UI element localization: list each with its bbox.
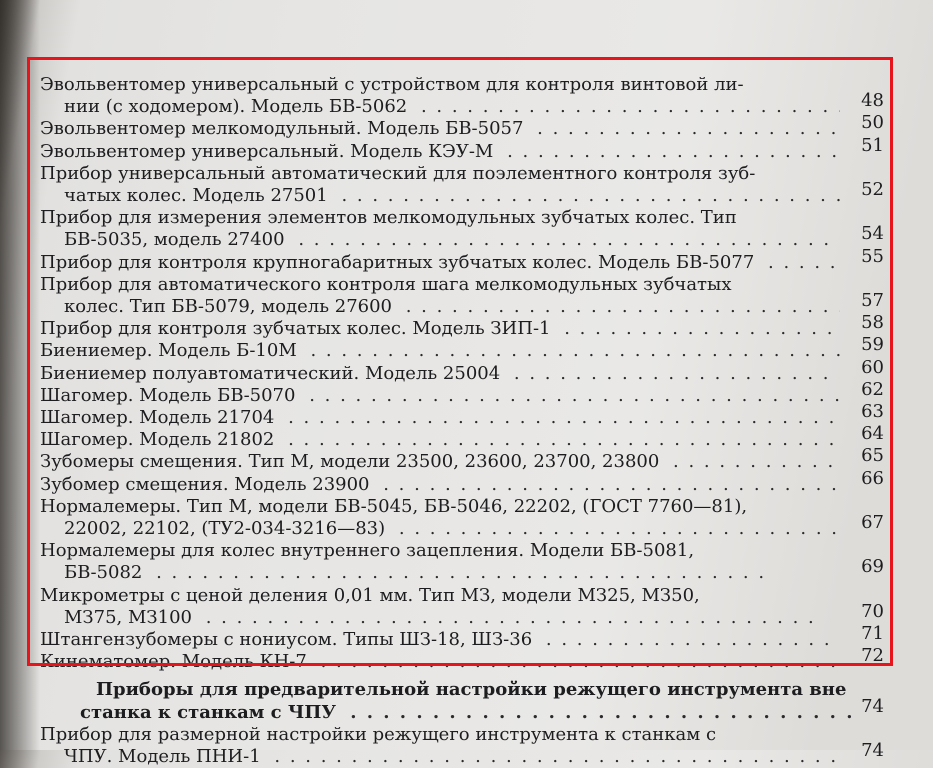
toc-entry-line-text: Прибор универсальный автоматический для поэлементного контроля зуб- xyxy=(40,162,756,184)
toc-entry-line-text: Шагомер. Модель БВ-5070 xyxy=(40,384,296,406)
toc-entry-line-text: колес. Тип БВ-5079, модель 27600 xyxy=(64,296,392,317)
toc-entry-line xyxy=(40,385,840,407)
toc-entry-line-text: Микрометры с ценой деления 0,01 мм. Тип МЗ, модели МЗ25, МЗ50, xyxy=(40,584,700,606)
toc-entry-line-text: Шагомер. Модель 21704 xyxy=(40,407,275,428)
toc-entry-line xyxy=(40,496,840,518)
toc-entry-line xyxy=(40,207,840,229)
page-number: 58 xyxy=(861,312,884,334)
toc-entry-line xyxy=(40,585,840,607)
section-heading-line xyxy=(80,702,856,724)
toc-entry-line-text: Прибор для автоматического контроля шага мелкомодульных зубчатых xyxy=(40,273,732,295)
toc-entry-line xyxy=(64,746,840,768)
page-number: 67 xyxy=(861,512,884,533)
toc-entry-line xyxy=(40,451,840,473)
toc-entry-line-text: Эвольвентомер мелкомодульный. Модель БВ-5057 xyxy=(40,118,524,140)
page-number: 59 xyxy=(861,334,884,356)
page-number: 65 xyxy=(861,445,884,467)
toc-entry-line-text: БВ-5082 xyxy=(64,562,143,584)
toc-entry-line-text: Биениемер полуавтоматический. Модель 25004 xyxy=(40,362,501,384)
toc-entry-line xyxy=(40,429,840,451)
toc-entry-line xyxy=(40,363,840,385)
toc-entry-line xyxy=(40,74,840,96)
page-number: 48 xyxy=(861,90,884,112)
toc-entry-line-text: 22002, 22102, (ТУ2-034-3216—83) xyxy=(64,518,386,539)
page-number: 54 xyxy=(861,223,884,245)
page-number: 74 xyxy=(861,740,884,761)
toc-entry-line-text: ЧПУ. Модель ПНИ-1 xyxy=(64,746,261,767)
page-number: 51 xyxy=(861,134,884,156)
toc-entry-line-text: Прибор для контроля крупногабаритных зубчатых колес. Модель БВ-5077 xyxy=(40,251,755,273)
toc-entry-line-text: Зубомер смещения. Модель 23900 xyxy=(40,473,370,495)
toc-entry-line xyxy=(64,296,840,318)
toc-entry-line-text: Кинематомер. Модель КН-7 xyxy=(40,651,307,673)
page-number: 64 xyxy=(861,423,884,445)
toc-entry-line xyxy=(40,540,840,562)
page-number: 55 xyxy=(861,245,884,267)
toc-entry-line-text: Штангензубомеры с нониусом. Типы ШЗ-18, ШЗ-36 xyxy=(40,629,533,650)
toc-entry-line xyxy=(40,141,840,163)
toc-entry-line-text: Эвольвентомер универсальный с устройством для контроля винтовой ли- xyxy=(40,74,744,95)
toc-entry-line-text: Эвольвентомер универсальный. Модель КЭУ-М xyxy=(40,140,494,162)
toc-entry-line-text: нии (с ходомером). Модель БВ-5062 xyxy=(64,96,408,118)
page-number: 50 xyxy=(861,112,884,134)
toc-entry-line xyxy=(40,724,840,746)
toc-entry-line-text: Биениемер. Модель Б-10М xyxy=(40,340,297,362)
page-number: 57 xyxy=(861,290,884,311)
page-number: 63 xyxy=(861,401,884,422)
toc-entry-line-text: Прибор для размерной настройки режущего инструмента к станкам с xyxy=(40,723,717,745)
page-number: 69 xyxy=(861,556,884,578)
page-number: 52 xyxy=(861,179,884,200)
toc-entry-line xyxy=(40,340,840,362)
toc-entry-line xyxy=(64,185,840,207)
toc-entry-line-text: чатых колес. Модель 27501 xyxy=(64,185,328,206)
toc-entry-line-text: Прибор для контроля зубчатых колес. Модель ЗИП-1 xyxy=(40,318,551,340)
toc-entry-line xyxy=(40,318,840,340)
toc-entry-line-text: МЗ75, МЗ100 xyxy=(64,606,192,628)
toc-entry-line-text: Нормалемеры. Тип М, модели БВ-5045, БВ-5046, 22202, (ГОСТ 7760—81), xyxy=(40,495,748,517)
toc-entry-line-text: Зубомеры смещения. Тип М, модели 23500, 23600, 23700, 23800 xyxy=(40,451,660,473)
section-heading-line-text: станка к станкам с ЧПУ xyxy=(80,701,336,723)
page-number: 71 xyxy=(861,623,884,644)
toc-entry-line-text: Прибор для измерения элементов мелкомодульных зубчатых колес. Тип xyxy=(40,207,737,229)
toc-entry-line xyxy=(64,607,840,629)
section-page-number: 74 xyxy=(861,695,884,717)
page-number: 60 xyxy=(861,356,884,378)
toc-entry-line xyxy=(40,629,840,651)
toc-entry-line-text: БВ-5035, модель 27400 xyxy=(64,229,285,251)
toc-entry-line xyxy=(40,252,840,274)
page-number: 62 xyxy=(861,378,884,400)
toc-entry-line-text: Шагомер. Модель 21802 xyxy=(40,429,275,451)
toc-entry-line-text: Нормалемеры для колес внутреннего зацепления. Модели БВ-5081, xyxy=(40,540,695,562)
page-number: 72 xyxy=(861,645,884,667)
page-number: 66 xyxy=(861,467,884,489)
toc-entry-line xyxy=(40,407,840,429)
toc-entry-line xyxy=(40,651,840,673)
toc-entry-line xyxy=(64,96,840,118)
toc-entry-line xyxy=(64,562,840,584)
toc-entry-line xyxy=(40,274,840,296)
section-heading-line-text: Приборы для предварительной настройки режущего инструмента вне xyxy=(96,679,847,701)
toc-entry-line xyxy=(40,118,840,140)
section-heading-line xyxy=(96,679,896,701)
toc-entry-line xyxy=(64,518,840,540)
toc-entry-line xyxy=(64,229,840,251)
toc-entry-line xyxy=(40,163,840,185)
toc-entry-line xyxy=(40,474,840,496)
page-number: 70 xyxy=(861,600,884,622)
